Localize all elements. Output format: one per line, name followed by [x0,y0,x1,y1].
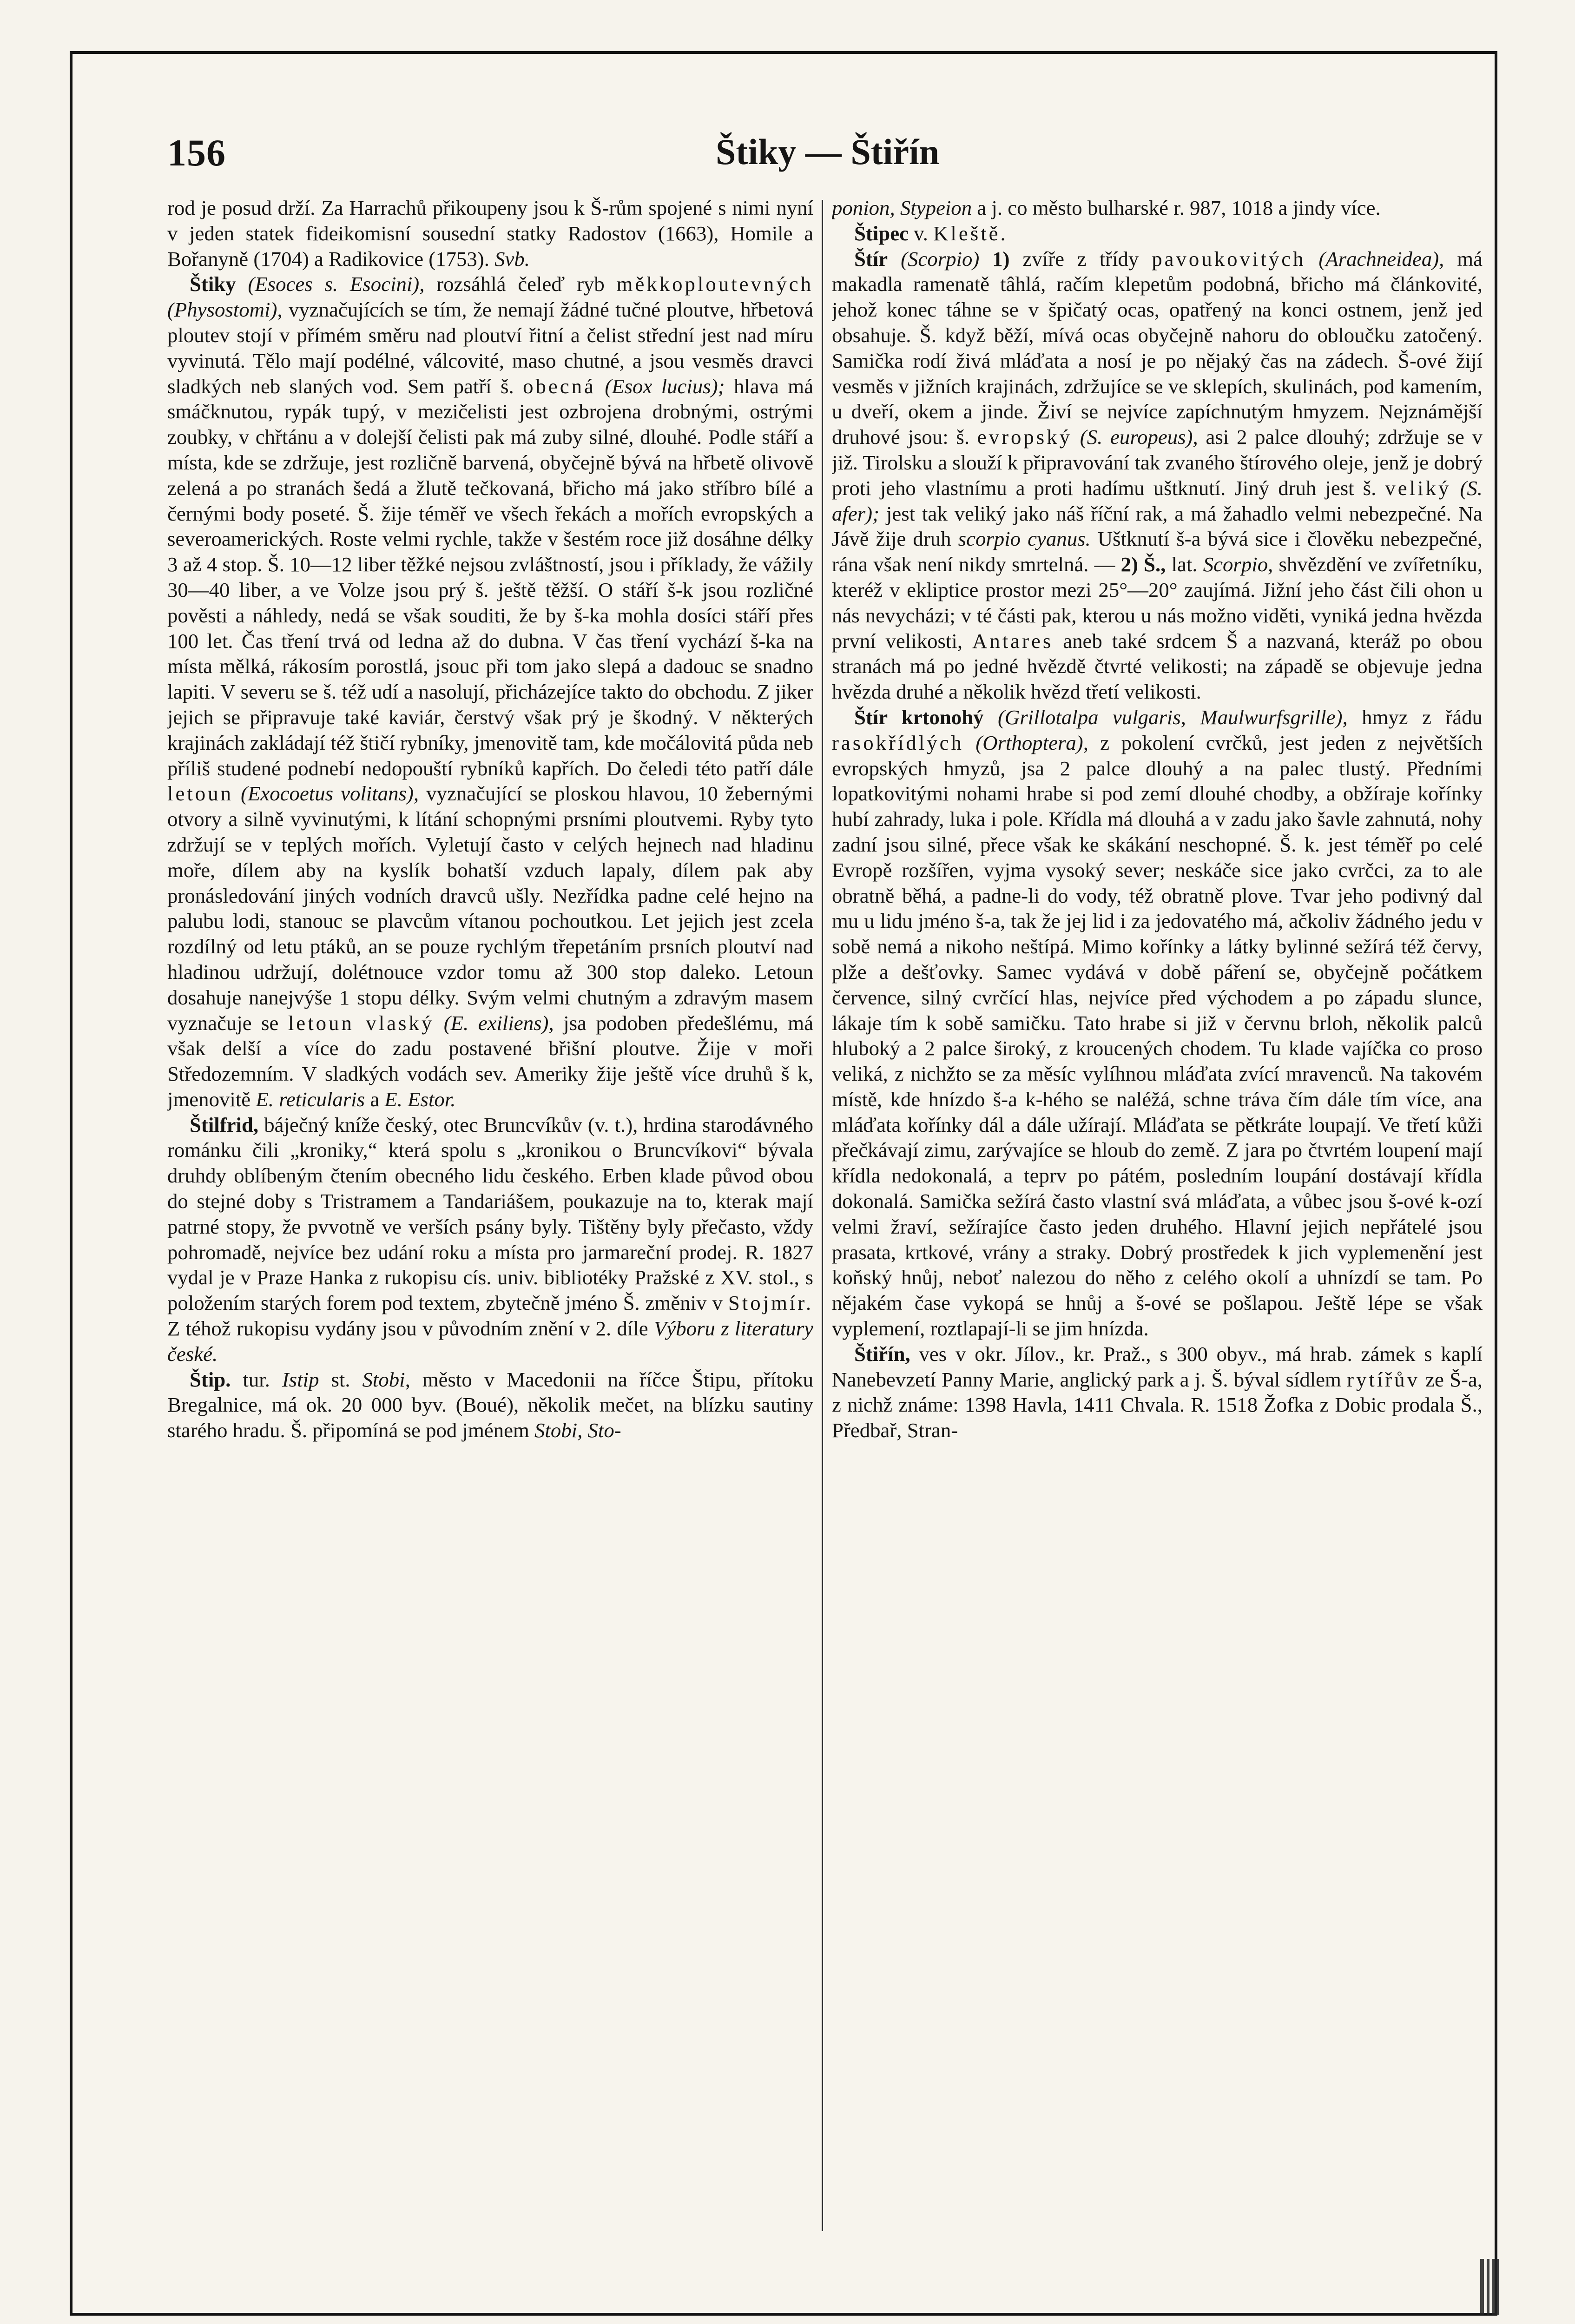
italic-name: ponion, Stypeion [832,196,972,219]
latin-term: (Esoces s. Esocini), [248,272,425,296]
left-column [167,195,813,2217]
entry-text: z pokolení cvrčků, jest jeden z největších evropských hmyzů, jsa 2 palce dlouhý a na palec tlustý. Předními lopatkovitými nohami hrabe si pod zemí dlouhé chodby, a obžíraje kořínky hubí zahrady, luka i pole. Křídla má dlouhá a v zadu jako šavle zahnutá, nohy zadní jsou silné, přece však ke skákání neschopné. Š. k. jest téměř po celé Evropě rozšířen, vyjma vysoký sever; neskáče sice jako cvrčci, za to ale obratně běhá, a padne-li do vody, též obratně plove. Tvar jeho podivný dal mu u lidu jméno š-a, tak že jej lid i za jedovatého má, ačkoliv žádného jedu v sobě nemá a nikoho neštípá. Mimo kořínky a látky bylinné sežírá též červy, plže a dešťovky. Samec vydává v době páření se, obyčejně počátkem července, silný cvrčící hlas, nejvíce před východem a po západu slunce, lákaje tím k sobě samičku. Tato hrabe si již v červnu brloh, několik palců hluboký a 2 palce široký, z kroucených chodem. Tu klade vajíčka co proso veliká, z nichžto se za měsíc vylíhnou mláďata zvící mravenců. Na takovém místě, kde hnízdo š-a k-hého se naléžá, schne tráva čím dále tím více, ana mláďata kořínky dál a dále užírají. Mláďata se pětkráte loupají. Ve třetí kůži přečkávají zimu, zarývajíce se hloub do země. Z jara po čtvrtém loupení mají křídla nedokonalá, a teprv po pátém, posledním loupání dostávají křídla dokonalá. Samička sežírá často vlastní svá mláďata, a vůbec jsou š-ové k-ozí velmi žraví, sežírajíce často jeden druhého. Hlavní jejich nepřátelé jsou prasata, krtkové, vrány a straky. Dobrý prostředek k jich vyplemenění jest koňský hnůj, neboť nalezou do něho z celého okolí a uhnízdí se tam. Po nějakém čase vykopá se hnůj a š-ové se pošlapou. Ještě lépe se však vyplemení, roztlapají-li se jim hnízda. [832,731,1483,1340]
entry-stirin [832,1341,1483,1443]
entry-text: tur. [243,1367,270,1391]
spaced-term: veliký [1385,476,1451,500]
latin-term: (Arachneidea), [1318,247,1444,271]
entry-text: asi 2 palce dlouhý; zdržuje se v již. Tirolsku a slouží k připravování tak zvaného štírového oleje, jenž je dobrý proti jeho vlastnímu a proti hadímu uštknutí. Jiný druh jest š. [832,425,1483,500]
spaced-term: letoun [167,782,233,805]
spaced-term: Antares [972,629,1054,653]
headword: Štiřín, [854,1342,910,1366]
entry-stilfrid [167,1112,813,1367]
right-column [832,195,1483,2217]
headword: Štip. [190,1367,231,1391]
running-title: Štiky — Štiřín [716,132,940,172]
latin-term: (Scorpio) [901,247,980,271]
entry-text: vyznačující se ploskou hlavou, 10 žebernými otvory a silně vyvinutými, k lítání schopnými prsními ploutvemi. Ryby tyto zdržují se v teplých mořích. Vyletují často v celých hejnech nad hladinu moře, dílem aby na kyslík bohatší vzduch lapaly, dílem pak aby pronásledování jiných vodních dravců ušly. Nezřídka padne celé hejno na palubu lodi, stanouc se plavcům vítanou pochoutkou. Let jejich jest zcela rozdílný od letu ptáků, an se pouze rychlým třepetáním prsních ploutví nad hladinou udržují, dolétnouce vzdor tomu až 300 stop daleko. Letoun dosahuje nanejvýše 1 stopu délky. Svým velmi chutným a zdravým masem vyznačuje se [167,782,813,1035]
entry-continuation [167,195,813,271]
latin-term: scorpio cyanus. [958,527,1091,551]
sense-number: 2) Š., [1120,553,1166,576]
column-rule [822,200,823,2231]
latin-term: (E. exiliens), [443,1011,554,1035]
headword: Štiky [190,272,236,296]
spaced-term: rytířův [1347,1367,1420,1391]
latin-term: (Esox lucius); [605,374,725,398]
entry-text: vyznačujících se tím, že nemají žádné tučné ploutve, hřbetová ploutev stojí v přímém směru nad ploutví řitní a čelist střední jest nad míru vyvinutá. Tělo mají podélné, válcovité, maso chutné, a jsou vesměs dravci sladkých neb slaných vod. Sem patří š. [167,298,813,398]
latin-term: E. reticularis [256,1087,365,1111]
entry-text: v. [914,221,928,245]
entry-text: rod je posud drží. Za Harrachů přikoupeny jsou k Š-rům spojené s nimi nyní v jeden statek fideikomisní sousední statky Radostov (1663), Homile a Bořanyně (1704) a Radikovice (1753). [167,196,813,271]
entry-text: jest tak veliký jako náš říční rak, a má žahadlo velmi nebezpečné. Na Jávě žije druh [832,502,1483,551]
entry-text: má makadla ramenatě tâhlá, račím klepetům podobná, břicho má článkovité, jehož konec táhne se v špičatý ocas, opatřený na konci ostnem, jenž jed obsahuje. Š. když běží, mívá ocas obyčejně nahoru do obloučku zatočený. Samička rodí živá mláďata a nosí je po nějaký čas na zádech. Š-ové žijí vesměs v jižních krajinách, zdržujíce se ve sklepích, skulinách, pod kamením, u dveří, okem a jinde. Živí se nejvíce zapíchnutým hmyzem. Nejznámější druhové jsou: š. [832,247,1483,449]
entry-text: Uštknutí š-a bývá sice i člověku nebezpečné, rána však není nikdy smrtelná. — [832,527,1483,576]
entry-text: báječný kníže český, otec Bruncvíkův (v. t.), hrdina starodávného románku čili „kroniky,“ která spolu s „kronikou o Bruncvíkovi“ bývala druhdy oblíbeným čtením obecného lidu českého. Erben klade původ obou do stejné doby s Tristramem a Tandariášem, poukazuje na to, kterak mají patrné stopy, že pvvotně ve verších psány byly. Tištěny byly přečasto, vždy pohromadě, nejvíce bez udání roku a místa pro jarmareční prodej. R. 1827 vydal je v Praze Hanka z rukopisu cís. univ. bibliotéky Pražské z XV. stol., s položením starých forem pod textem, zbytečně jméno Š. změniv v [167,1113,813,1315]
entry-text: shvězdění ve zvířetníku, kteréž v ekliptice prostor mezi 25°—20° zaujímá. Jižní jeho část čili ohon u nás nevycházi; v té části pak, kterou u nás možno viděti, vyniká jedna hvězda první velikosti, [832,553,1483,653]
latin-term: (Physostomi), [167,298,283,322]
latin-term: (S. afer); [832,476,1483,525]
latin-term: (S. europeus), [1080,425,1198,449]
latin-term: (Orthoptera), [975,731,1088,754]
entry-text: hmyz z řádu [1362,705,1483,729]
entry-stiky [167,271,813,1112]
entry-text: rozsáhlá čeleď ryb [436,272,605,296]
entry-text: a [370,1087,380,1111]
scan-edge-mark [1480,2259,1499,2315]
entry-continuation [832,195,1483,221]
spaced-term: Stojmír. [728,1291,813,1315]
entry-stir-krtonohy [832,705,1483,1341]
entry-text: město v Macedonii na říčce Štipu, přítoku Bregalnice, má ok. 20 000 byv. (Boué), několik mečet, na blízku sautiny starého hradu. Š. připomíná se pod jménem [167,1367,813,1442]
entry-text: hlava má smáčknutou, rypák tupý, v mezičelisti jest ozbrojena drobnými, ostrými zoubky, v chřtánu a v dolejší čelisti pak má zuby silné, dlouhé. Podle stáří a místa, kde se zdržuje, jest rozličně barvená, obyčejně bývá na hřbetě olivově zelená a po stranách šedá a žlutě tečkovaná, břicho má jako stříbro bílé a černými body poseté. Š. žije téměř ve všech řekách a mořích evropských a severoamerických. Roste velmi rychle, takže v šestém roce již dosáhne délky 3 až 4 stop. Š. 10—12 liber těžké nejsou zvláštností, jsou i příklady, že vážily 30—40 liber, a ve Volze jsou prý š. ještě těžší. O stáří š-k jsou rozličné pověsti a náhledy, nedá se však souditi, že by š-ka mohla dosíci stáří přes 100 let. Čas tření trvá od ledna až do dubna. V čas tření vychází š-ka na místa mělká, rákosím porostlá, jsouc při tom jako slepá a dadouc se snadno lapiti. V severu se š. též udí a nasolují, přicházejíce takto do obchodu. Z jiker jejich se připravuje také kaviár, čerstvý však prý je škodný. V některých krajinách zakládají též štičí rybníky, jmenovitě tam, kde močálovitá půda neb příliš studené podnebí nedopouští rybníků kapřích. Do čeledi této patří dále [167,374,813,780]
entry-text: Z téhož rukopisu vydány jsou v původním znění v 2. díle [167,1317,648,1340]
entry-text: lat. [1171,553,1198,576]
italic-name: Stobi, [362,1367,410,1391]
spaced-term: evropský [977,425,1073,449]
entry-text: ze Š-a, z nichž známe: 1398 Havla, 1411 Chvala. R. 1518 Žofka z Dobic prodala Š., Předbař, Stran- [832,1367,1483,1442]
spaced-term: měkkoploutevných [616,272,813,296]
entry-text: a j. co město bulharské r. 987, 1018 a jindy více. [977,196,1381,219]
entry-text: ves v okr. Jílov., kr. Praž., s 300 obyv., má hrab. zámek s kaplí Nanebevzetí Panny Marie, anglický park a j. Š. býval sídlem [832,1342,1483,1391]
entry-stip [167,1367,813,1443]
page-number: 156 [167,132,226,174]
italic-name: Stobi, Sto- [534,1419,621,1442]
italic-name: Istip [282,1367,319,1391]
headword: Štipec [854,221,909,245]
author-signature: Svb. [494,247,530,271]
entry-text: zvíře z třídy [1022,247,1139,271]
entry-stipec [832,221,1483,246]
latin-term: Scorpio, [1203,553,1273,576]
headword: Štír [854,247,888,271]
italic-title: Výboru z literatury české. [167,1317,813,1366]
spaced-term: obecná [523,374,596,398]
latin-term: (Exocoetus volitans), [241,782,419,805]
headword: Štír krtonohý [854,705,984,729]
entry-text: aneb také srdcem Š a nazvaná, kteráž po obou stranách má po jedné hvězdě čtvrté velikosti; na západě se objevuje jedna hvězda druhé a několik hvězd třetí velikosti. [832,629,1483,704]
latin-term: (Grillotalpa vulgaris, Maulwurfsgrille), [997,705,1348,729]
sense-number: 1) [992,247,1010,271]
entry-text: st. [331,1367,350,1391]
entry-stir [832,246,1483,705]
spaced-term: rasokřídlých [832,731,964,754]
spaced-term: letoun vlaský [288,1011,435,1035]
entry-text: jsa podoben předešlému, má však delší a více do zadu postavené břišní ploutve. Žije v moři Středozemním. V sladkých vodách sev. Ameriky žije ještě více druhů š k, jmenovitě [167,1011,813,1111]
headword: Štilfrid, [190,1113,259,1136]
latin-term: E. Estor. [384,1087,456,1111]
cross-reference: Kleště. [933,221,1008,245]
spaced-term: pavoukovitých [1152,247,1306,271]
